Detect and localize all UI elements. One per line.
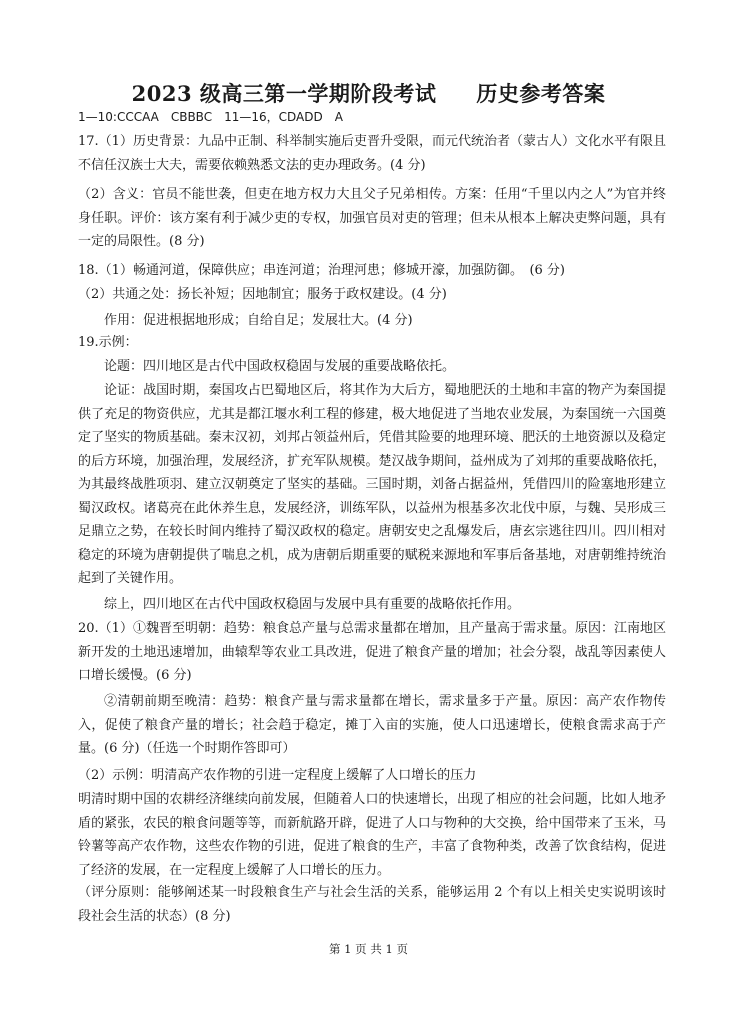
q20-part2-body: 明清时期中国的农耕经济继续向前发展，但随着人口的快速增长，出现了相应的社会问题，比如人地矛盾的紧张，农民的粮食问题等等，而新航路开辟，促进了人口与物种的大交换，给中国带来了玉米，马铃薯等高产农作物，这些农作物的引进，促进了粮食的生产，丰富了食物种类，改善了饮食结构，促进了经济的发展，在一定程度上缓解了人口增长的压力。 [78,792,666,878]
q20-scoring-note: （评分原则：能够阐述某一时段粮食生产与社会生活的关系，能够运用 2 个有以上相关史实说明该时段社会生活的状态）(8 分) [78,885,666,924]
multiple-choice-answers: 1—10:CCCAA CBBBC 11—16，CDADD A [78,110,343,124]
q18-part1: 18.（1）畅通河道，保障供应；串连河道；治理河患；修城开濠，加强防御。 (6 分) [78,263,565,278]
q19-conclusion: 综上，四川地区在古代中国政权稳固与发展中具有重要的战略依托作用。 [104,597,521,612]
q17-part1: 17.（1）历史背景：九品中正制、科举制实施后吏晋升受限，而元代统治者（蒙古人）文化水平有限且不信任汉族士大夫，需要依赖熟悉文法的吏办理政务。(4 分) [78,134,666,173]
q18-part3: 作用：促进根据地形成；自给自足；发展壮大。(4 分) [104,313,413,328]
page-title [0,78,737,108]
page-footer: 第 1 页 共 1 页 [329,942,408,956]
q20-part2-thesis: （2）示例：明清高产农作物的引进一定程度上缓解了人口增长的压力 [78,768,477,783]
q19-argument: 论证：战国时期，秦国攻占巴蜀地区后，将其作为大后方，蜀地肥沃的土地和丰富的物产为秦国提供了充足的物资供应，尤其是都江堰水利工程的修建，极大地促进了当地农业发展，为秦国统一六国奠定了坚实的物质基础。秦末汉初，刘邦占领益州后，凭借其险要的地理环境、肥沃的土地资源以及稳定的后方环境，加强治理，发展经济，扩充军队规模。楚汉战争期间，益州成为了刘邦的重要战略依托，为其最终战胜项羽、建立汉朝奠定了坚实的基础。三国时期，刘备占据益州，凭借四川的险塞地形建立蜀汉政权。诸葛亮在此休养生息，发展经济，训练军队，以益州为根基多次北伐中原，与魏、吴形成三足鼎立之势，在较长时间内维持了蜀汉政权的稳定。唐朝安史之乱爆发后，唐玄宗逃往四川。四川相对稳定的环境为唐朝提供了喘息之机，成为唐朝后期重要的赋税来源地和军事后备基地，对唐朝维持统治起到了关键作用。 [78,383,666,586]
q18-part2: （2）共通之处：扬长补短；因地制宜；服务于政权建设。(4 分) [78,287,447,302]
title-main: 2023 级高三第一学期阶段考试 [131,81,437,106]
q20-part1-ming: 20.（1）①魏晋至明朝：趋势：粮食总产量与总需求量都在增加，且产量高于需求量。原因：江南地区新开发的土地迅速增加，曲辕犁等农业工具改进，促进了粮食产量的增加；社会分裂，战乱等因素使人口增长缓慢。(6 分) [78,621,666,683]
q19-heading: 19.示例： [78,335,138,350]
q19-thesis: 论题：四川地区是古代中国政权稳固与发展的重要战略依托。 [104,359,456,374]
q17-part2: （2）含义：官员不能世袭，但吏在地方权力大且父子兄弟相传。方案：任用“千里以内之人”为官并终身任职。评价：该方案有利于减少吏的专权，加强官员对吏的管理；但未从根本上解决吏弊问题，具有一定的局限性。(8 分) [78,187,666,249]
title-sub: 历史参考答案 [476,81,606,106]
q20-part1-qing: ②清朝前期至晚清：趋势：粮食产量与需求量都在增长，需求量多于产量。原因：高产农作物传入，促使了粮食产量的增长；社会趋于稳定，摊丁入亩的实施，使人口迅速增长，使粮食需求高于产量。(6 分)（任选一个时期作答即可） [78,694,666,756]
